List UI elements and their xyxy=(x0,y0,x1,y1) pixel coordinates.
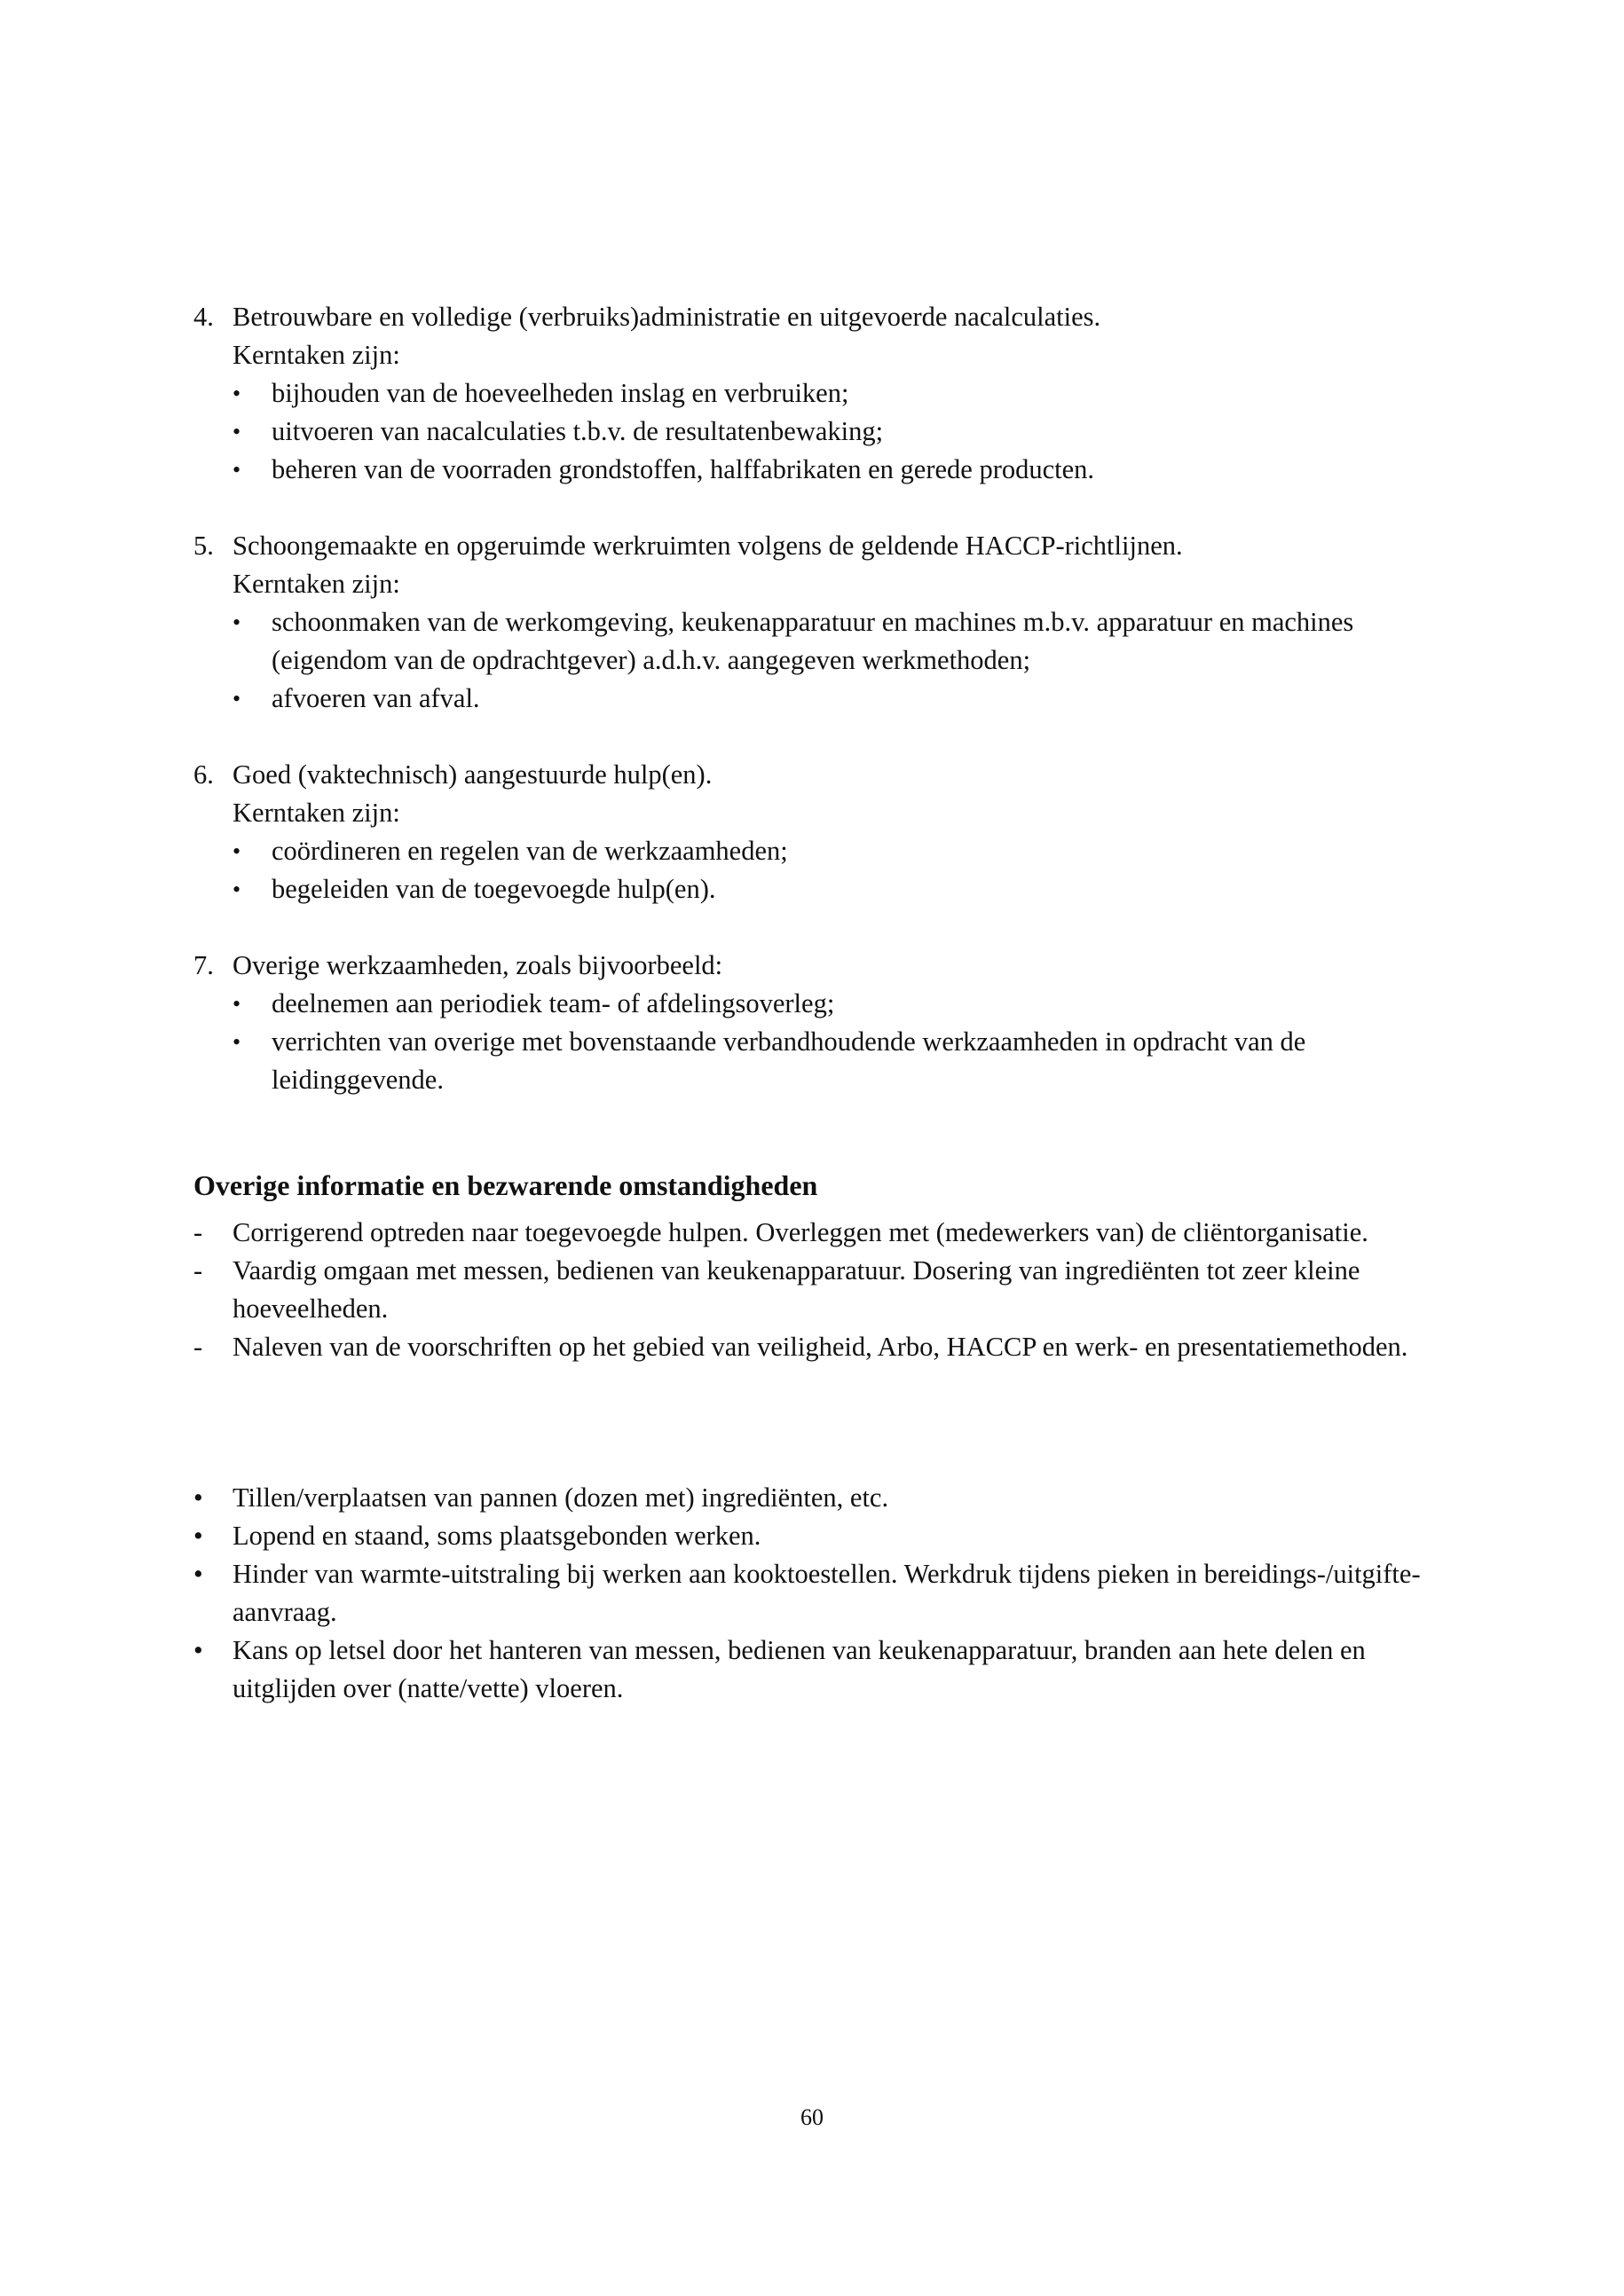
bullet-list xyxy=(233,374,1454,489)
dash-icon: - xyxy=(193,1332,203,1362)
bullet-icon: • xyxy=(233,686,241,712)
list-item: - Corrigerend optreden naar toegevoegde hulpen. Overleggen met (medewerkers van) de cliëntorganisatie. xyxy=(193,1214,1454,1252)
dash-icon: - xyxy=(193,1217,203,1247)
bullet-icon: • xyxy=(193,1521,203,1551)
numbered-item-5 xyxy=(193,527,1454,718)
item-intro: Kerntaken zijn: xyxy=(233,569,400,599)
bullet-icon: • xyxy=(233,609,241,635)
dash-icon: - xyxy=(193,1255,203,1286)
list-item: • coördineren en regelen van de werkzaamheden; xyxy=(233,832,1454,870)
item-title: Overige werkzaamheden, zoals bijvoorbeeld: xyxy=(233,950,723,980)
list-item: • deelnemen aan periodiek team- of afdelingsoverleg; xyxy=(233,985,1454,1023)
item-number: 5. xyxy=(193,531,214,561)
bullet-icon: • xyxy=(233,838,241,864)
list-item: • uitvoeren van nacalculaties t.b.v. de resultatenbewaking; xyxy=(233,413,1454,451)
item-title: Goed (vaktechnisch) aangestuurde hulp(en). xyxy=(233,759,713,790)
bullet-icon: • xyxy=(233,419,241,444)
bullet-list xyxy=(233,832,1454,908)
item-number: 4. xyxy=(193,302,214,332)
bullet-list xyxy=(233,985,1454,1099)
list-item: • afvoeren van afval. xyxy=(233,680,1454,718)
bullet-icon: • xyxy=(233,457,241,483)
list-item: • verrichten van overige met bovenstaande verbandhoudende werkzaamheden in opdracht van de leidinggevende. xyxy=(233,1023,1454,1099)
numbered-item-4 xyxy=(193,298,1454,489)
bullet-icon: • xyxy=(233,877,241,902)
list-item: - Naleven van de voorschriften op het gebied van veiligheid, Arbo, HACCP en werk- en presentatiemethoden. xyxy=(193,1328,1454,1366)
list-item: • schoonmaken van de werkomgeving, keukenapparatuur en machines m.b.v. apparatuur en machines (eigendom van de opdrachtgever) a.d.h.v. aangegeven werkmethoden; xyxy=(233,603,1454,680)
numbered-item-7 xyxy=(193,947,1454,1099)
bullet-icon: • xyxy=(193,1635,203,1665)
page-number: 60 xyxy=(800,2104,824,2130)
bullet-list xyxy=(233,603,1454,718)
item-title: Betrouwbare en volledige (verbruiks)administratie en uitgevoerde nacalculaties. xyxy=(233,302,1101,332)
bullet-icon: • xyxy=(193,1482,203,1513)
item-number: 6. xyxy=(193,759,214,790)
item-title: Schoongemaakte en opgeruimde werkruimten volgens de geldende HACCP-richtlijnen. xyxy=(233,531,1183,561)
list-item: • beheren van de voorraden grondstoffen, halffabrikaten en gerede producten. xyxy=(233,451,1454,489)
bullet-icon: • xyxy=(233,381,241,406)
bullet-icon: • xyxy=(233,1029,241,1055)
list-item: • Lopend en staand, soms plaatsgebonden werken. xyxy=(193,1517,1454,1555)
list-item: • Kans op letsel door het hanteren van messen, bedienen van keukenapparatuur, branden aan hete delen en uitglijden over (natte/vette) vloeren. xyxy=(193,1632,1454,1708)
bullet-icon: • xyxy=(233,991,241,1017)
list-item: • Hinder van warmte-uitstraling bij werken aan kooktoestellen. Werkdruk tijdens pieken in bereidings-/uitgifte-aanvraag. xyxy=(193,1555,1454,1632)
item-number: 7. xyxy=(193,950,214,980)
list-item: - Vaardig omgaan met messen, bedienen van keukenapparatuur. Dosering van ingrediënten tot zeer kleine hoeveelheden. xyxy=(193,1252,1454,1328)
item-intro: Kerntaken zijn: xyxy=(233,798,400,828)
bullet-list xyxy=(193,1479,1454,1708)
numbered-item-6 xyxy=(193,756,1454,908)
dash-list xyxy=(193,1214,1454,1366)
item-intro: Kerntaken zijn: xyxy=(233,340,400,370)
list-item: • begeleiden van de toegevoegde hulp(en). xyxy=(233,870,1454,908)
bullet-icon: • xyxy=(193,1559,203,1589)
list-item: • Tillen/verplaatsen van pannen (dozen met) ingrediënten, etc. xyxy=(193,1479,1454,1517)
section-heading: Overige informatie en bezwarende omstandigheden xyxy=(193,1169,818,1201)
list-item: • bijhouden van de hoeveelheden inslag en verbruiken; xyxy=(233,374,1454,413)
